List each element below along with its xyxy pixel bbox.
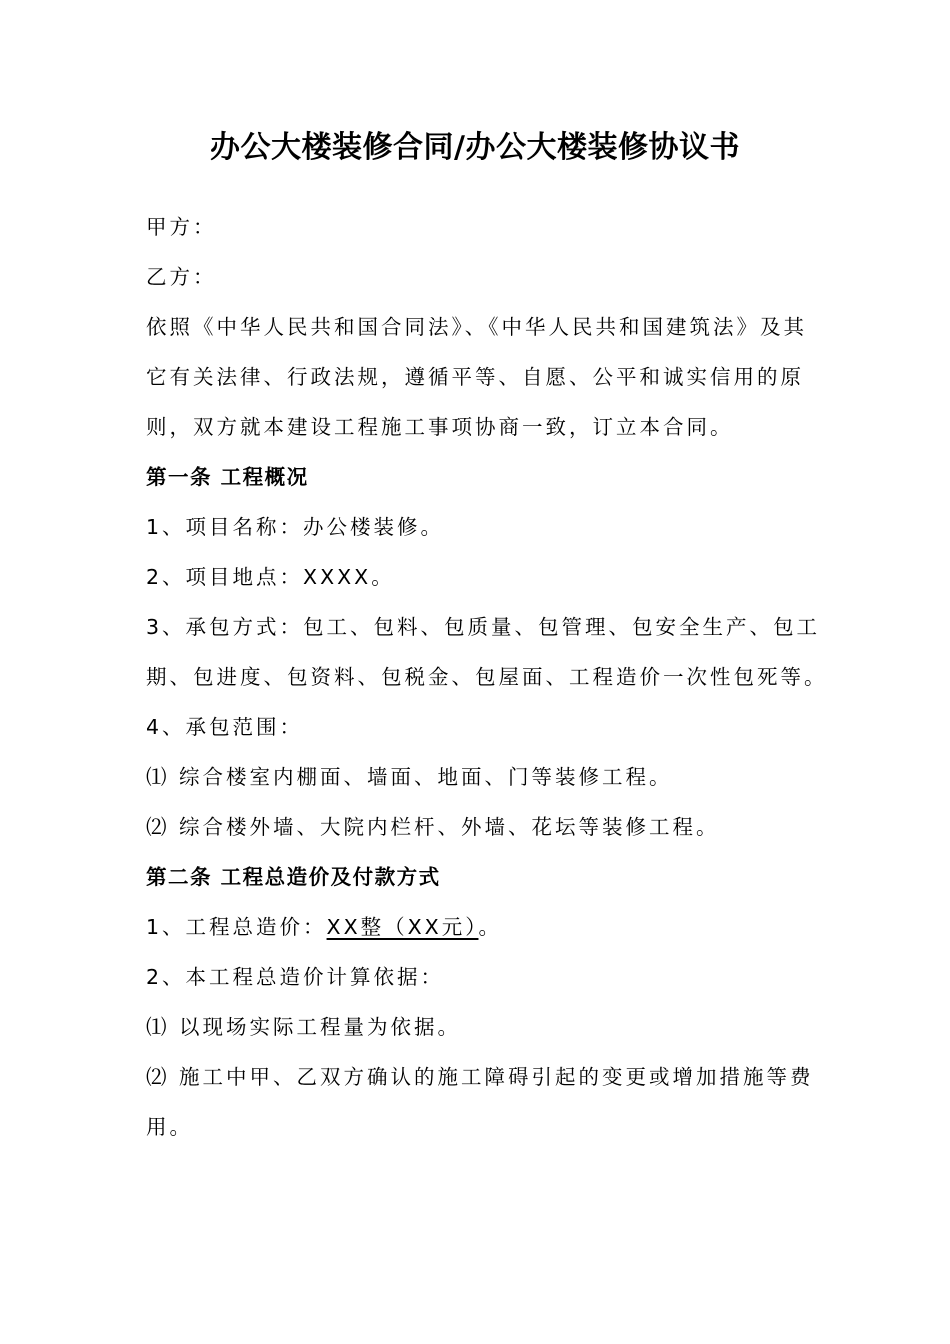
scope-item-1: ⑴ 综合楼室内棚面、墙面、地面、门等装修工程。 — [146, 765, 673, 789]
preamble-line-2: 它有关法律、行政法规，遵循平等、自愿、公平和诚实信用的原 — [146, 365, 804, 389]
total-price-label: 1、工程总造价： — [146, 915, 327, 939]
article-2-heading: 第二条 工程总造价及付款方式 — [146, 865, 441, 889]
article-1-item-2: 2、项目地点：XXXX。 — [146, 565, 395, 589]
document-title: 办公大楼装修合同/办公大楼装修协议书 — [210, 130, 740, 165]
article-2-item-1 — [146, 902, 806, 952]
total-price-suffix: 。 — [478, 915, 502, 939]
article-1-item-1: 1、项目名称：办公楼装修。 — [146, 515, 445, 539]
document-body — [146, 202, 828, 1152]
total-price-amount: XX整（XX元） — [326, 915, 479, 939]
preamble-line-3: 则，双方就本建设工程施工事项协商一致，订立本合同。 — [146, 415, 734, 439]
scope-item-2: ⑵ 综合楼外墙、大院内栏杆、外墙、花坛等装修工程。 — [146, 815, 720, 839]
basis-item-2-line-2: 用。 — [146, 1115, 193, 1139]
article-1-item-3-line-1: 3、承包方式：包工、包料、包质量、包管理、包安全生产、包工 — [146, 615, 821, 639]
article-1-heading: 第一条 工程概况 — [146, 465, 309, 489]
party-a-line: 甲方： — [146, 215, 217, 239]
article-2-item-2: 2、本工程总造价计算依据： — [146, 965, 445, 989]
preamble-line-1: 依照《中华人民共和国合同法》、《中华人民共和国建筑法》及其 — [146, 315, 807, 339]
basis-item-1: ⑴ 以现场实际工程量为依据。 — [146, 1015, 462, 1039]
basis-item-2-line-1: ⑵ 施工中甲、乙双方确认的施工障碍引起的变更或增加措施等费 — [146, 1065, 814, 1089]
article-1-item-4: 4、承包范围： — [146, 715, 304, 739]
party-b-line: 乙方： — [146, 265, 217, 289]
article-1-item-3-line-2: 期、包进度、包资料、包税金、包屋面、工程造价一次性包死等。 — [146, 665, 828, 689]
